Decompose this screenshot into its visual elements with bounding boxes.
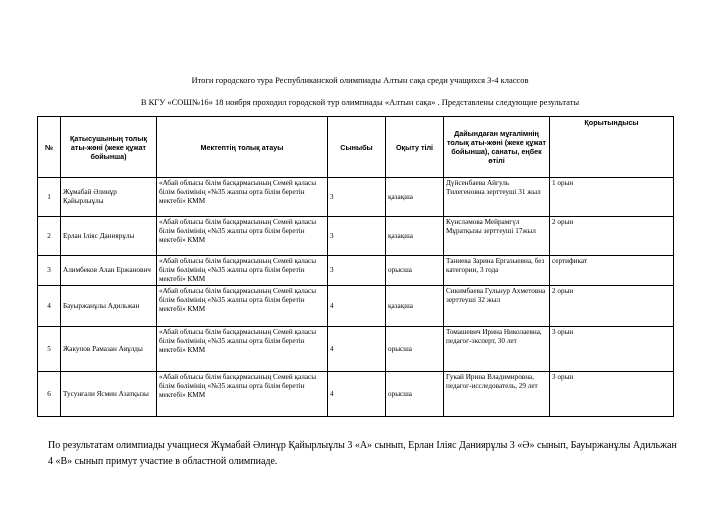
- participant-name: Алимбеков Алан Ержанович: [61, 256, 157, 286]
- teacher: Күнсләмова Мейрамгүл Мұратқызы зерттеуші 17жыл: [444, 217, 550, 256]
- grade: 3: [328, 217, 386, 256]
- row-number: 2: [38, 217, 61, 256]
- result: сертификат: [550, 256, 674, 286]
- header-number: №: [38, 117, 61, 178]
- participant-name: Жакупов Рамазан Аяұлды: [61, 327, 157, 372]
- table-header-row: [38, 117, 674, 178]
- school-name: «Абай облысы білім басқармасының Семей қаласы білім бөлімінің «№35 жалпы орта білім беретін мектебі» КММ: [157, 327, 328, 372]
- teacher: Томашевич Ирина Николаевна, педагог-эксперт, 30 лет: [444, 327, 550, 372]
- table-row: [38, 286, 674, 327]
- school-name: «Абай облысы білім басқармасының Семей қаласы білім бөлімінің «№35 жалпы орта білім беретін мектебі» КММ: [157, 217, 328, 256]
- row-number: 3: [38, 256, 61, 286]
- document-subtitle: В КГУ «СОШ№16» 18 ноября проходил городской тур олимпиады «Алтын сақа» . Представлены следующие результаты: [140, 97, 580, 107]
- header-language: Оқыту тілі: [386, 117, 444, 178]
- teacher: Гукай Ирина Владимировна, педагог-исследователь, 29 лет: [444, 372, 550, 417]
- participant-name: Бауыржанұлы Адильжан: [61, 286, 157, 327]
- grade: 3: [328, 178, 386, 217]
- row-number: 1: [38, 178, 61, 217]
- language: орысша: [386, 256, 444, 286]
- grade: 4: [328, 286, 386, 327]
- grade: 3: [328, 256, 386, 286]
- language: қазақша: [386, 286, 444, 327]
- document-title: Итоги городского тура Республиканской олимпиады Алтын сақа среди учащихся 3-4 классов: [191, 75, 529, 85]
- row-number: 6: [38, 372, 61, 417]
- school-name: «Абай облысы білім басқармасының Семей қаласы білім бөлімінің «№35 жалпы орта білім беретін мектебі» КММ: [157, 286, 328, 327]
- result: 3 орын: [550, 372, 674, 417]
- participant-name: Жұмабай Әлинұр Қайырлыұлы: [61, 178, 157, 217]
- table-row: [38, 372, 674, 417]
- header-teacher: Дайындаған мұғалімнің толық аты-жөні (жеке құжат бойынша), санаты, еңбек өтілі: [444, 117, 550, 178]
- row-number: 4: [38, 286, 61, 327]
- header-participant-name: Қатысушының толық аты-жөні (жеке құжат бойынша): [61, 117, 157, 178]
- header-grade: Сыныбы: [328, 117, 386, 178]
- school-name: «Абай облысы білім басқармасының Семей қаласы білім бөлімінің «№35 жалпы орта білім беретін мектебі» КММ: [157, 178, 328, 217]
- table-row: [38, 256, 674, 286]
- grade: 4: [328, 327, 386, 372]
- language: орысша: [386, 372, 444, 417]
- grade: 4: [328, 372, 386, 417]
- header-result: Қорытындысы: [550, 117, 674, 178]
- results-table: [37, 116, 674, 417]
- result: 2 орын: [550, 286, 674, 327]
- table-row: [38, 327, 674, 372]
- teacher: Дүйсенбаева Айгуль Тилегеновна зерттеуші 31 жыл: [444, 178, 550, 217]
- school-name: «Абай облысы білім басқармасының Семей қаласы білім бөлімінің «№35 жалпы орта білім беретін мектебі» КММ: [157, 256, 328, 286]
- language: қазақша: [386, 217, 444, 256]
- result: 1 орын: [550, 178, 674, 217]
- teacher: Сикимбаева Гульнур Ахметовна зерттеуші 32 жыл: [444, 286, 550, 327]
- school-name: «Абай облысы білім басқармасының Семей қаласы білім бөлімінің «№35 жалпы орта білім беретін мектебі» КММ: [157, 372, 328, 417]
- result: 2 орын: [550, 217, 674, 256]
- conclusion-paragraph: По результатам олимпиады учащиеся Жұмабай Әлинұр Қайырлыұлы 3 «А» сынып, Ерлан Іліяс Даниярұлы 3 «Ә» сынып, Бауыржанұлы Адильжан 4 «В» сынып примут участие в областной олимпиаде.: [48, 440, 677, 467]
- header-school-name: Мектептің толық атауы: [157, 117, 328, 178]
- teacher: Таниева Зарина Ергазыевна, без категории, 3 года: [444, 256, 550, 286]
- result: 3 орын: [550, 327, 674, 372]
- participant-name: Ерлан Іліяс Даниярұлы: [61, 217, 157, 256]
- language: қазақша: [386, 178, 444, 217]
- participant-name: Тусунғали Ясмин Азатқызы: [61, 372, 157, 417]
- language: орысша: [386, 327, 444, 372]
- row-number: 5: [38, 327, 61, 372]
- table-row: [38, 178, 674, 217]
- table-row: [38, 217, 674, 256]
